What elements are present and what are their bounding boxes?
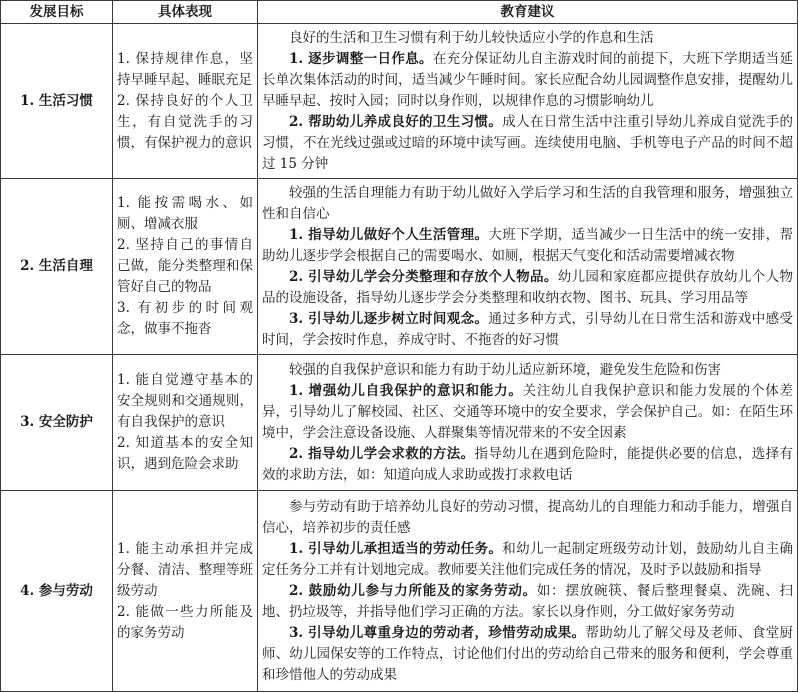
performance-item: 3. 有初步的时间观念，做事不拖沓 xyxy=(117,300,253,337)
performance-cell xyxy=(113,179,258,355)
advice-item xyxy=(262,309,793,351)
performance-item: 2. 坚持自己的事情自己做，能分类整理和保管好自己的物品 xyxy=(117,237,253,295)
advice-item-text: 成人在日常生活中注重引导幼儿养成自觉洗手的习惯，不在光线过强或过暗的环境中读写画。连续使用电脑、手机等电子产品的时间不超过 15 分钟 xyxy=(262,113,794,172)
advice-item-text: 幼儿园和家庭都应提供存放幼儿个人物品的设施设备，指导幼儿逐步学会分类整理和收纳衣物、图书、玩具、学习用品等 xyxy=(262,268,794,306)
performance-item: 2. 能做一些力所能及的家务劳动 xyxy=(117,603,253,641)
advice-intro: 较强的生活自理能力有助于幼儿做好入学后学习和生活的自我管理和服务，增强独立性和自信心 xyxy=(262,184,793,222)
advice-cell xyxy=(258,179,798,355)
advice-intro: 较强的自我保护意识和能力有助于幼儿适应新环境，避免发生危险和伤害 xyxy=(289,361,721,378)
performance-cell xyxy=(113,491,258,692)
advice-item-title: 2. 帮助幼儿养成良好的卫生习惯。 xyxy=(289,113,503,130)
advice-item xyxy=(262,267,793,309)
advice-item xyxy=(262,225,793,267)
performance-cell xyxy=(113,355,258,491)
performance-item: 1. 能按需喝水、如厕、增减衣服 xyxy=(117,195,253,232)
goal-cell: 1. 生活习惯 xyxy=(1,24,113,179)
advice-item-text: 和幼儿一起制定班级劳动计划，鼓励幼儿自主确定任务分工并有计划地完成。教师要关注他们完成任务的情况，及时予以鼓励和指导 xyxy=(262,540,794,578)
performance-item: 2. 保持良好的个人卫生，有自觉洗手的习惯，有保护视力的意识 xyxy=(117,92,253,151)
advice-item-title: 1. 增强幼儿自我保护的意识和能力。 xyxy=(289,382,523,399)
advice-item xyxy=(262,539,793,581)
performance-item: 1. 能主动承担并完成分餐、清洁、整理等班级劳动 xyxy=(117,540,253,599)
advice-item xyxy=(262,49,793,112)
table-header-row xyxy=(1,1,798,24)
table-row xyxy=(1,24,798,179)
advice-item-title: 2. 鼓励幼儿参与力所能及的家务劳动。 xyxy=(289,582,537,599)
advice-item-title: 3. 引导幼儿逐步树立时间观念。 xyxy=(289,310,489,327)
advice-item-title: 1. 引导幼儿承担适当的劳动任务。 xyxy=(289,540,503,557)
advice-item-text: 帮助幼儿了解父母及老师、食堂厨师、幼儿园保安等的工作特点，讨论他们付出的劳动给自己带来的服务和便利，学会尊重和珍惜他人的劳动成果 xyxy=(262,624,794,683)
table-row xyxy=(1,355,798,491)
advice-item-title: 3. 引导幼儿尊重身边的劳动者，珍惜劳动成果。 xyxy=(289,624,586,641)
advice-item-title: 1. 逐步调整一日作息。 xyxy=(289,50,433,67)
advice-item-text: 指导幼儿在遇到危险时，能提供必要的信息，选择有效的求助方法，如：知道向成人求助或拨打求救电话 xyxy=(262,445,793,483)
performance-item: 2. 知道基本的安全知识，遇到危险会求助 xyxy=(117,435,253,472)
performance-cell xyxy=(113,24,258,179)
header-goal: 发展目标 xyxy=(1,1,113,24)
advice-cell xyxy=(258,491,798,692)
advice-item-text: 大班下学期，适当减少一日生活中的统一安排，帮助幼儿逐步学会根据自己的需要喝水、如厕，根据天气变化和活动需要增减衣物 xyxy=(262,226,793,264)
advice-item xyxy=(262,381,793,444)
goal-cell: 3. 安全防护 xyxy=(1,355,113,491)
performance-item: 1. 保持规律作息，坚持早睡早起、睡眠充足 xyxy=(117,50,253,88)
advice-item xyxy=(262,112,793,175)
table-row xyxy=(1,179,798,355)
advice-cell xyxy=(258,24,798,179)
advice-item xyxy=(262,623,793,686)
advice-item-title: 2. 指导幼儿学会求救的方法。 xyxy=(289,445,475,462)
advice-item-text: 如：摆放碗筷、餐后整理餐桌、洗碗、扫地、扔垃圾等，并指导他们学习正确的方法。家长以身作则，分工做好家务劳动 xyxy=(262,582,794,620)
table-row xyxy=(1,491,798,692)
advice-cell xyxy=(258,355,798,491)
advice-item xyxy=(262,581,793,623)
advice-item-title: 1. 指导幼儿做好个人生活管理。 xyxy=(289,226,489,243)
goal-cell: 2. 生活自理 xyxy=(1,179,113,355)
advice-item-title: 2. 引导幼儿学会分类整理和存放个人物品。 xyxy=(289,268,558,285)
advice-item-text: 在充分保证幼儿自主游戏时间的前提下，大班下学期适当延长单次集体活动的时间，适当减少午睡时间。家长应配合幼儿园调整作息安排，提醒幼儿早睡早起、按时入园；同时以身作则，以规律作息的习惯影响幼儿 xyxy=(262,50,794,109)
performance-item: 1. 能自觉遵守基本的安全规则和交通规则，有自我保护的意识 xyxy=(117,372,253,430)
advice-item-text: 通过多种方式，引导幼儿在日常生活和游戏中感受时间，学会按时作息，养成守时、不拖沓的好习惯 xyxy=(262,310,793,348)
advice-intro: 参与劳动有助于培养幼儿良好的劳动习惯，提高幼儿的自理能力和动手能力，增强自信心，培养初步的责任感 xyxy=(262,498,793,536)
advice-item xyxy=(262,444,793,486)
advice-item-text: 关注幼儿自我保护意识和能力发展的个体差异，引导幼儿了解校园、社区、交通等环境中的安全要求，学会保护自己。如：在陌生环境中，学会注意设备设施、人群聚集等情况带来的不安全因素 xyxy=(262,382,793,441)
advice-intro: 良好的生活和卫生习惯有利于幼儿较快适应小学的作息和生活 xyxy=(289,29,654,46)
header-performance: 具体表现 xyxy=(113,1,258,24)
header-advice: 教育建议 xyxy=(258,1,798,24)
goal-cell: 4. 参与劳动 xyxy=(1,491,113,692)
